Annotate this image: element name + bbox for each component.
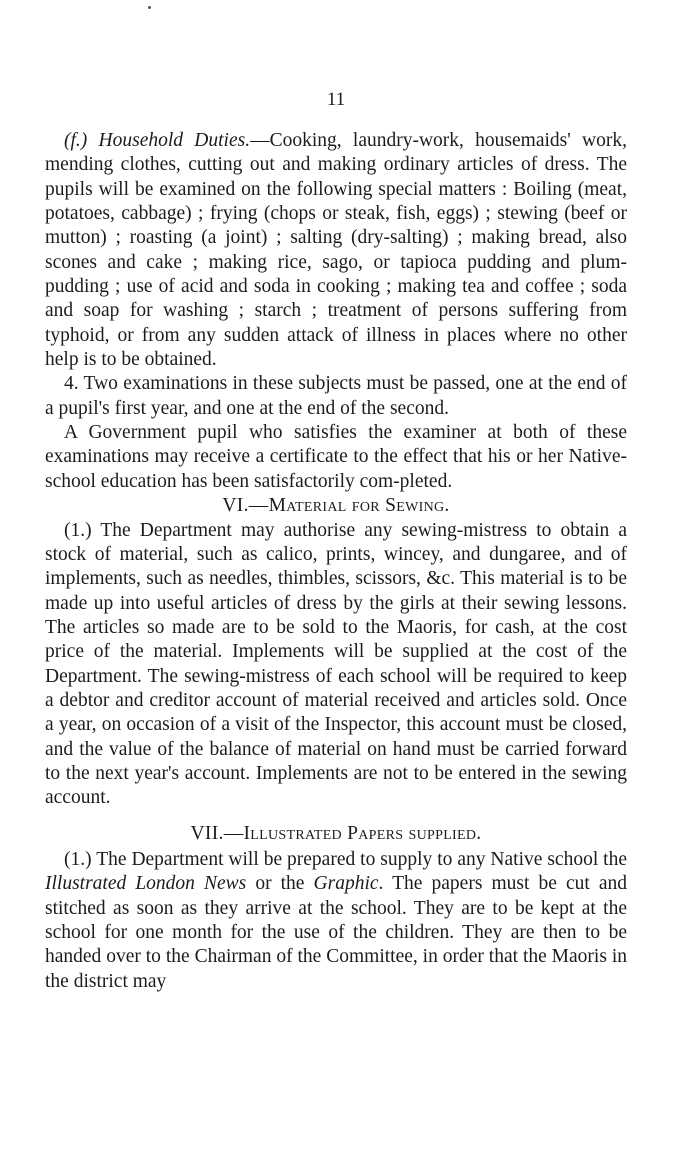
section-title-illustrated-papers: Illustrated Papers supplied. bbox=[243, 822, 482, 844]
household-duties-body: —Cooking, laundry-work, housemaids' work, mending clothes, cutting out and making ordinary articles of dress. The pupils will be examined on the following special matters : Boiling (meat, potatoes, cabbage) ; frying (chops or steak, fish, eggs) ; stewing (beef or mutton) ; roasting (a joint) ; salting (dry-salting) ; making bread, also scones and cake ; making rice, sago, or tapioca pudding and plum-pudding ; use of acid and soda in cooking ; making tea and coffee ; soda and soap for washing ; starch ; treatment of persons suffering from typhoid, or from any sudden attack of illness in places where no other help is to be obtained. bbox=[45, 130, 627, 371]
household-duties-label: (f.) Household Duties. bbox=[64, 130, 251, 151]
papers-text-a: (1.) The Department will be prepared to supply to any Native school the bbox=[64, 848, 627, 870]
illustrated-papers-paragraph bbox=[45, 848, 627, 994]
section-heading-illustrated-papers bbox=[45, 822, 627, 846]
household-duties-paragraph bbox=[45, 129, 627, 372]
examinations-paragraph: 4. Two examinations in these subjects must be passed, one at the end of a pupil's first year, and one at the end of the second. bbox=[45, 373, 627, 419]
stray-ink-dot bbox=[148, 6, 151, 9]
section-title-material-for-sewing: Material for Sewing. bbox=[268, 495, 450, 517]
papers-text-c: . The papers must be cut and stitched as soon as they arrive at the school. They are to be kept at the school for one month for the use of the children. They are then to be handed over to the Chairman of the Committee, in order that the Maoris in the district may bbox=[45, 873, 627, 992]
papers-title-illustrated-london-news: Illustrated London News bbox=[45, 873, 247, 895]
section-number-vii: VII.— bbox=[190, 822, 244, 844]
page-number: 11 bbox=[326, 89, 346, 110]
section-number-vi: VI.— bbox=[222, 495, 269, 517]
papers-title-graphic: Graphic bbox=[313, 873, 379, 895]
papers-text-b: or the bbox=[246, 873, 314, 895]
body-text bbox=[45, 129, 627, 994]
certificate-paragraph: A Government pupil who satisfies the examiner at both of these examinations may receive a certificate to the effect that his or her Native-school education has been satisfactorily com-pleted. bbox=[45, 422, 627, 492]
section-heading-material-for-sewing bbox=[45, 494, 627, 518]
sewing-paragraph: (1.) The Department may authorise any sewing-mistress to obtain a stock of material, such as calico, prints, wincey, and dungaree, and of implements, such as needles, thimbles, scissors, &c. This material is to be made up into useful articles of dress by the girls at their sewing lessons. The articles so made are to be sold to the Maoris, for cash, at the cost price of the material. Implements will be supplied at the cost of the Department. The sewing-mistress of each school will be required to keep a debtor and creditor account of material received and articles sold. Once a year, on occasion of a visit of the Inspector, this account must be closed, and the value of the balance of material on hand must be carried forward to the next year's account. Implements are not to be entered in the sewing account. bbox=[45, 519, 627, 809]
